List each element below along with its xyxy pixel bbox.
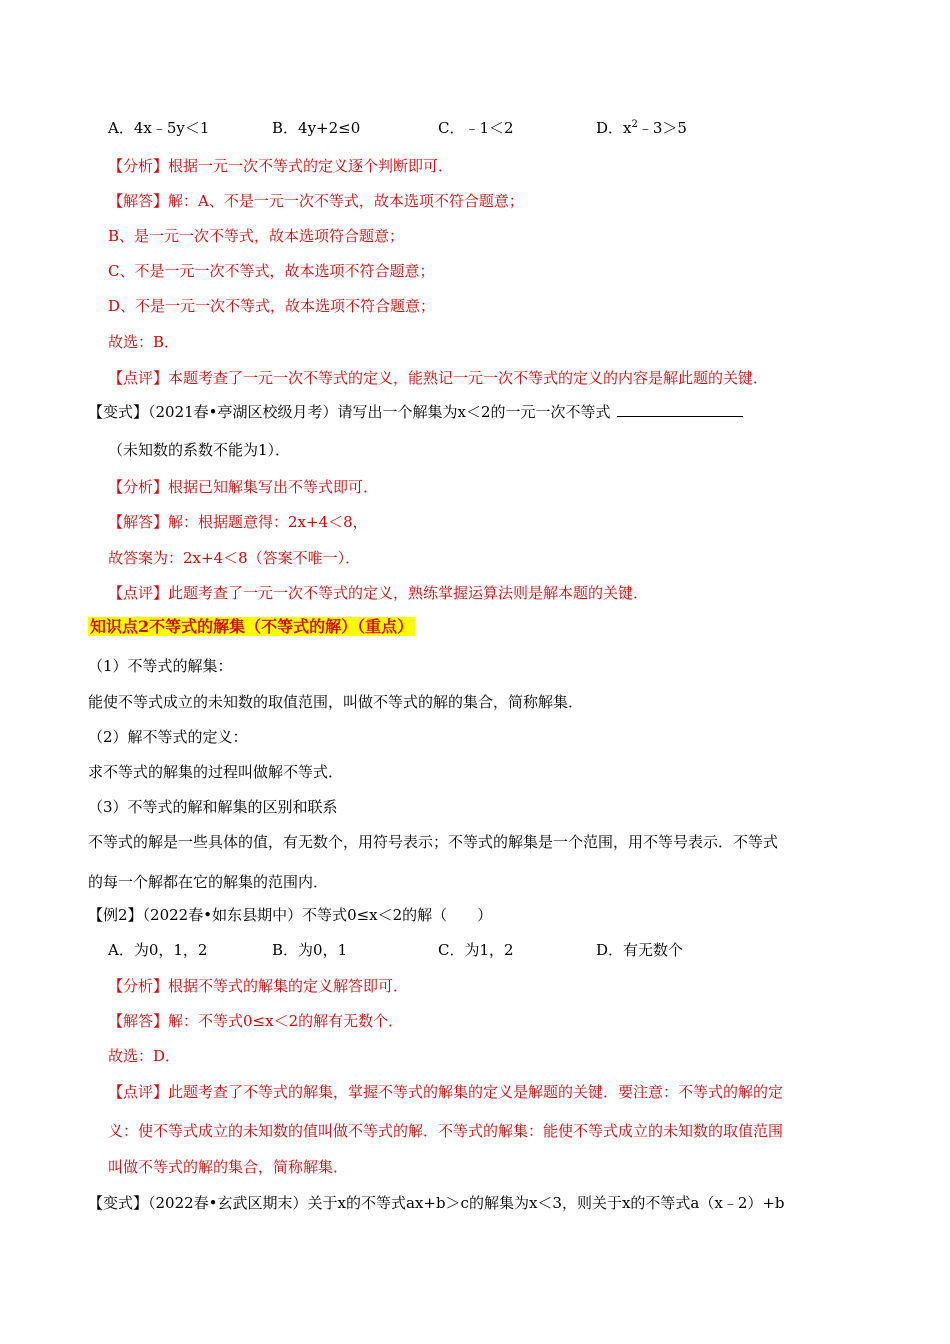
knowledge-heading-1: （1）不等式的解集： xyxy=(88,657,233,675)
variant1-answer: 【解答】解：根据题意得：2x+4＜8， xyxy=(108,513,368,531)
knowledge-title xyxy=(88,617,415,637)
option-d-exponent: 2 xyxy=(631,119,638,130)
option-a: A．4x﹣5y＜1 xyxy=(108,119,210,137)
answer-blank xyxy=(617,402,743,417)
option-d-pre: D．x xyxy=(596,119,632,137)
example2-answer: 【解答】解：不等式0≤x＜2的解有无数个． xyxy=(108,1012,404,1030)
example2-option-d: D．有无数个 xyxy=(596,941,684,959)
variant1-result: 故答案为：2x+4＜8（答案不唯一）． xyxy=(108,549,361,567)
ex1-choice: 故选：B． xyxy=(108,333,180,351)
example2-analysis: 【分析】根据不等式的解集的定义解答即可． xyxy=(108,977,409,995)
example2-comment-2: 义：使不等式成立的未知数的值叫做不等式的解．不等式的解集：能使不等式成立的未知数的取值范围 xyxy=(108,1122,784,1140)
option-b: B．4y+2≤0 xyxy=(272,119,361,137)
option-c: C．﹣1＜2 xyxy=(438,119,514,137)
variant1-comment: 【点评】此题考查了一元一次不等式的定义，熟练掌握运算法则是解本题的关键． xyxy=(108,584,649,602)
example2-question: 【例2】（2022春•如东县期中）不等式0≤x＜2的解（ ） xyxy=(88,906,493,924)
example2-option-a: A．为0，1，2 xyxy=(108,941,208,959)
knowledge-paragraph-2: 求不等式的解集的过程叫做解不等式． xyxy=(88,763,344,781)
ex1-comment: 【点评】本题考查了一元一次不等式的定义，能熟记一元一次不等式的定义的内容是解此题的关键． xyxy=(108,369,769,387)
variant1-question-text: 【变式】（2021春•亭湖区校级月考）请写出一个解集为x＜2的一元一次不等式 xyxy=(88,403,611,421)
example2-choice: 故选：D． xyxy=(108,1047,181,1065)
variant1-analysis: 【分析】根据已知解集写出不等式即可． xyxy=(108,478,379,496)
knowledge-title-highlight: 知识点2不等式的解集（不等式的解）（重点） xyxy=(90,617,414,636)
ex1-answer-c: C、不是一元一次不等式，故本选项不符合题意； xyxy=(108,262,435,280)
ex1-answer-a: 【解答】解：A、不是一元一次不等式，故本选项不符合题意； xyxy=(108,192,524,210)
ex1-answer-d: D、不是一元一次不等式，故本选项不符合题意； xyxy=(108,297,436,315)
knowledge-heading-3: （3）不等式的解和解集的区别和联系 xyxy=(88,798,338,816)
example2-comment-3: 叫做不等式的解的集合，简称解集． xyxy=(108,1158,349,1176)
example2-option-c: C．为1，2 xyxy=(438,941,514,959)
knowledge-paragraph-3a: 不等式的解是一些具体的值，有无数个，用符号表示；不等式的解集是一个范围，用不等号表示．不等式 xyxy=(88,833,779,851)
variant1-note: （未知数的系数不能为1）． xyxy=(108,441,291,459)
variant1-question xyxy=(88,402,743,422)
example2-option-b: B．为0，1 xyxy=(272,941,348,959)
knowledge-heading-2: （2）解不等式的定义： xyxy=(88,728,248,746)
option-d-post: ﹣3＞5 xyxy=(637,119,687,137)
ex1-analysis: 【分析】根据一元一次不等式的定义逐个判断即可． xyxy=(108,157,454,175)
knowledge-paragraph-1: 能使不等式成立的未知数的取值范围，叫做不等式的解的集合，简称解集． xyxy=(88,693,584,711)
ex1-answer-b: B、是一元一次不等式，故本选项符合题意； xyxy=(108,227,405,245)
option-d xyxy=(596,118,687,138)
variant2-question: 【变式】（2022春•玄武区期末）关于x的不等式ax+b＞c的解集为x＜3，则关于x的不等式a（x﹣2）+b xyxy=(88,1194,785,1212)
knowledge-paragraph-3b: 的每一个解都在它的解集的范围内． xyxy=(88,873,329,891)
example2-comment-1: 【点评】此题考查了不等式的解集，掌握不等式的解集的定义是解题的关键．要注意：不等式的解的定 xyxy=(108,1083,784,1101)
